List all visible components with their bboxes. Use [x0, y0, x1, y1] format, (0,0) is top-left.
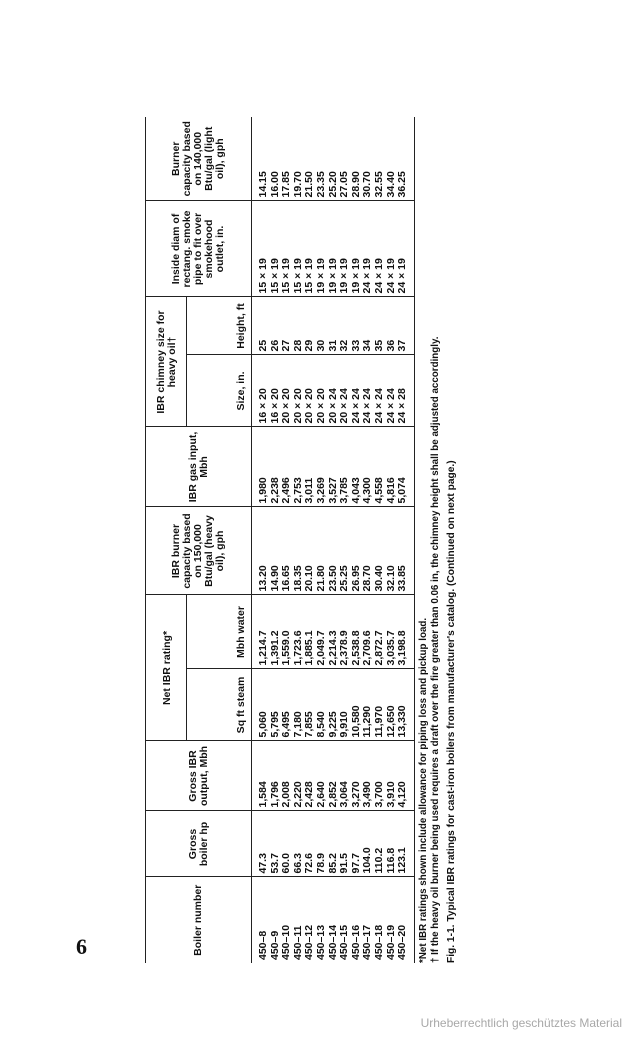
cell-chimney-size: 16 × 20	[252, 355, 270, 427]
cell-chimney-height: 37	[397, 297, 414, 355]
cell-gas-input: 4,558	[374, 427, 386, 507]
cell-gas-input: 5,074	[397, 427, 414, 507]
table-row	[397, 117, 414, 963]
cell-gross-hp: 47.3	[252, 811, 270, 877]
cell-boiler-number: 450–14	[326, 924, 339, 960]
cell-light-oil-gph: 16.00	[270, 117, 282, 201]
cell-chimney-height: 30	[316, 297, 328, 355]
header-gross-ibr-output: Gross IBR output, Mbh	[146, 741, 252, 811]
cell-light-oil-gph: 34.40	[386, 117, 398, 201]
cell-mbh-water: 2,872.7	[374, 595, 386, 669]
cell-smoke-pipe: 15 × 19	[304, 201, 316, 297]
cell-gross-hp: 123.1	[397, 811, 414, 877]
cell-chimney-size: 20 × 20	[304, 355, 316, 427]
cell-light-oil-gph: 19.70	[293, 117, 305, 201]
table-row	[316, 117, 328, 963]
cell-gross-hp: 97.7	[351, 811, 363, 877]
cell-smoke-pipe: 19 × 19	[351, 201, 363, 297]
cell-gross-output: 3,270	[351, 741, 363, 811]
cell-sq-ft-steam: 9,225	[328, 669, 340, 741]
cell-light-oil-gph: 23.35	[316, 117, 328, 201]
cell-gross-output: 2,008	[281, 741, 293, 811]
cell-boiler-number: 450–10	[280, 924, 293, 960]
cell-smoke-pipe: 24 × 19	[362, 201, 374, 297]
header-ibr-chimney-size: IBR chimney size for heavy oil†	[146, 297, 187, 427]
cell-smoke-pipe: 19 × 19	[339, 201, 351, 297]
table-row	[351, 117, 363, 963]
header-ibr-gas-input: IBR gas input, Mbh	[146, 427, 252, 507]
cell-smoke-pipe: 15 × 19	[270, 201, 282, 297]
header-smoke-pipe-diam: Inside diam of rectang. smoke pipe to fit over smokehood outlet, in.	[146, 201, 252, 297]
cell-gross-output: 2,852	[328, 741, 340, 811]
table-row	[386, 117, 398, 963]
cell-gross-hp: 116.8	[386, 811, 398, 877]
cell-chimney-height: 31	[328, 297, 340, 355]
cell-chimney-size: 24 × 24	[351, 355, 363, 427]
cell-heavy-oil-gph: 20.10	[304, 507, 316, 595]
table-row	[270, 117, 282, 963]
cell-gross-hp: 53.7	[270, 811, 282, 877]
cell-gas-input: 3,527	[328, 427, 340, 507]
table-row	[293, 117, 305, 963]
cell-mbh-water: 1,391.2	[270, 595, 282, 669]
cell-chimney-height: 36	[386, 297, 398, 355]
cell-gross-hp: 72.6	[304, 811, 316, 877]
table-row	[304, 117, 316, 963]
cell-sq-ft-steam: 5,795	[270, 669, 282, 741]
cell-heavy-oil-gph: 18.35	[293, 507, 305, 595]
cell-boiler-number: 450–11	[291, 925, 304, 960]
cell-chimney-size: 20 × 24	[328, 355, 340, 427]
cell-gross-output: 3,064	[339, 741, 351, 811]
cell-gross-output: 2,640	[316, 741, 328, 811]
cell-heavy-oil-gph: 23.50	[328, 507, 340, 595]
cell-boiler-number: 450–20	[397, 877, 414, 963]
table-row	[328, 117, 340, 963]
cell-chimney-height: 34	[362, 297, 374, 355]
cell-chimney-size: 24 × 24	[362, 355, 374, 427]
cell-heavy-oil-gph: 25.25	[339, 507, 351, 595]
cell-sq-ft-steam: 5,060	[252, 669, 270, 741]
cell-chimney-height: 35	[374, 297, 386, 355]
cell-chimney-height: 33	[351, 297, 363, 355]
cell-heavy-oil-gph: 13.20	[252, 507, 270, 595]
cell-gross-hp: 104.0	[362, 811, 374, 877]
cell-heavy-oil-gph: 21.80	[316, 507, 328, 595]
cell-mbh-water: 2,538.8	[351, 595, 363, 669]
cell-smoke-pipe: 19 × 19	[328, 201, 340, 297]
cell-sq-ft-steam: 12,650	[386, 669, 398, 741]
table-row	[252, 117, 270, 963]
cell-chimney-size: 24 × 24	[374, 355, 386, 427]
cell-gas-input: 2,753	[293, 427, 305, 507]
table-row	[281, 117, 293, 963]
table-row	[374, 117, 386, 963]
cell-boiler-number: 450–13	[314, 924, 327, 960]
rotated-table-block	[145, 83, 535, 963]
cell-heavy-oil-gph: 30.40	[374, 507, 386, 595]
cell-gross-output: 2,428	[304, 741, 316, 811]
cell-mbh-water: 2,049.7	[316, 595, 328, 669]
cell-sq-ft-steam: 11,290	[362, 669, 374, 741]
cell-mbh-water: 1,214.7	[252, 595, 270, 669]
ibr-ratings-table	[145, 117, 415, 963]
cell-mbh-water: 2,214.3	[328, 595, 340, 669]
cell-mbh-water: 2,378.9	[339, 595, 351, 669]
cell-sq-ft-steam: 9,910	[339, 669, 351, 741]
cell-light-oil-gph: 14.15	[252, 117, 270, 201]
header-net-ibr-rating: Net IBR rating*	[146, 595, 187, 741]
watermark: Urheberrechtlich geschütztes Material	[420, 1016, 622, 1030]
cell-sq-ft-steam: 13,330	[397, 669, 414, 741]
cell-heavy-oil-gph: 32.10	[386, 507, 398, 595]
cell-chimney-size: 20 × 20	[281, 355, 293, 427]
cell-gas-input: 1,980	[252, 427, 270, 507]
cell-heavy-oil-gph: 26.95	[351, 507, 363, 595]
cell-chimney-height: 29	[304, 297, 316, 355]
cell-mbh-water: 2,709.6	[362, 595, 374, 669]
figure-caption: Fig. 1-1. Typical IBR ratings for cast-iron boilers from manufacturer's catalog. (Continued on next page.)	[445, 460, 457, 963]
cell-boiler-number: 450–8	[257, 930, 269, 960]
cell-light-oil-gph: 36.25	[397, 117, 414, 201]
cell-gross-output: 3,490	[362, 741, 374, 811]
cell-boiler-number: 450–15	[338, 924, 351, 960]
cell-boiler-number: 450–18	[372, 924, 385, 960]
cell-chimney-size: 24 × 24	[386, 355, 398, 427]
table-row	[339, 117, 351, 963]
cell-light-oil-gph: 30.70	[362, 117, 374, 201]
cell-gross-output: 3,910	[386, 741, 398, 811]
cell-light-oil-gph: 32.55	[374, 117, 386, 201]
cell-mbh-water: 1,885.1	[304, 595, 316, 669]
cell-gas-input: 3,011	[304, 427, 316, 507]
cell-gross-hp: 110.2	[374, 811, 386, 877]
footnote-chimney-height: † If the heavy oil burner being used requires a draft over the fire greater than 0.06 in, the chimney height shall be adjusted accordingly.	[429, 336, 441, 963]
header-mbh-water: Mbh water	[187, 595, 252, 669]
cell-boiler-number: 450–19	[384, 924, 397, 960]
cell-smoke-pipe: 24 × 19	[386, 201, 398, 297]
cell-sq-ft-steam: 10,580	[351, 669, 363, 741]
cell-gross-output: 3,700	[374, 741, 386, 811]
cell-chimney-height: 32	[339, 297, 351, 355]
cell-light-oil-gph: 21.50	[304, 117, 316, 201]
cell-smoke-pipe: 19 × 19	[316, 201, 328, 297]
cell-sq-ft-steam: 7,180	[293, 669, 305, 741]
cell-gross-hp: 85.2	[328, 811, 340, 877]
cell-gross-hp: 66.3	[293, 811, 305, 877]
cell-gross-hp: 60.0	[281, 811, 293, 877]
cell-mbh-water: 3,035.7	[386, 595, 398, 669]
cell-gas-input: 2,496	[281, 427, 293, 507]
cell-gross-output: 4,120	[397, 741, 414, 811]
cell-chimney-size: 20 × 20	[316, 355, 328, 427]
cell-chimney-size: 24 × 28	[397, 355, 414, 427]
header-ibr-burner-capacity: IBR burner capacity based on 150,000 Btu/gal (heavy oil), gph	[146, 507, 252, 595]
cell-boiler-number: 450–16	[349, 924, 362, 960]
cell-gas-input: 2,238	[270, 427, 282, 507]
header-gross-boiler-hp: Gross boiler hp	[146, 811, 252, 877]
cell-light-oil-gph: 17.85	[281, 117, 293, 201]
cell-gross-output: 1,796	[270, 741, 282, 811]
cell-gas-input: 3,785	[339, 427, 351, 507]
cell-boiler-number: 450–12	[303, 924, 316, 960]
cell-heavy-oil-gph: 33.85	[397, 507, 414, 595]
cell-gas-input: 3,269	[316, 427, 328, 507]
header-chimney-size: Size, in.	[187, 355, 252, 427]
header-sq-ft-steam: Sq ft steam	[187, 669, 252, 741]
cell-gas-input: 4,816	[386, 427, 398, 507]
cell-gross-output: 2,220	[293, 741, 305, 811]
footnotes	[418, 83, 442, 963]
cell-chimney-size: 20 × 20	[293, 355, 305, 427]
cell-chimney-height: 25	[252, 297, 270, 355]
header-boiler-number: Boiler number	[146, 877, 252, 963]
table-row	[362, 117, 374, 963]
cell-light-oil-gph: 27.05	[339, 117, 351, 201]
cell-chimney-height: 28	[293, 297, 305, 355]
cell-smoke-pipe: 24 × 19	[374, 201, 386, 297]
cell-gas-input: 4,300	[362, 427, 374, 507]
cell-light-oil-gph: 28.90	[351, 117, 363, 201]
cell-chimney-height: 26	[270, 297, 282, 355]
cell-gross-hp: 78.9	[316, 811, 328, 877]
cell-heavy-oil-gph: 16.65	[281, 507, 293, 595]
cell-gas-input: 4,043	[351, 427, 363, 507]
cell-heavy-oil-gph: 28.70	[362, 507, 374, 595]
cell-chimney-size: 16 × 20	[270, 355, 282, 427]
header-burner-capacity-light: Burner capacity based on 140,000 Btu/gal (light oil), gph	[146, 117, 252, 201]
cell-mbh-water: 3,198.8	[397, 595, 414, 669]
cell-smoke-pipe: 24 × 19	[397, 201, 414, 297]
cell-mbh-water: 1,559.0	[281, 595, 293, 669]
cell-sq-ft-steam: 11,970	[374, 669, 386, 741]
cell-sq-ft-steam: 8,540	[316, 669, 328, 741]
header-chimney-height: Height, ft	[187, 297, 252, 355]
cell-sq-ft-steam: 7,855	[304, 669, 316, 741]
cell-gross-hp: 91.5	[339, 811, 351, 877]
footnote-net-ibr: *Net IBR ratings shown include allowance for piping loss and pickup load.	[417, 617, 429, 963]
cell-light-oil-gph: 25.20	[328, 117, 340, 201]
cell-boiler-number: 450–9	[268, 930, 281, 960]
cell-sq-ft-steam: 6,495	[281, 669, 293, 741]
table-body	[252, 117, 415, 963]
cell-chimney-size: 20 × 24	[339, 355, 351, 427]
cell-chimney-height: 27	[281, 297, 293, 355]
cell-heavy-oil-gph: 14.90	[270, 507, 282, 595]
cell-boiler-number: 450–17	[361, 924, 374, 960]
cell-smoke-pipe: 15 × 19	[293, 201, 305, 297]
cell-smoke-pipe: 15 × 19	[252, 201, 270, 297]
page-number: 6	[76, 934, 87, 959]
cell-smoke-pipe: 15 × 19	[281, 201, 293, 297]
cell-gross-output: 1,584	[252, 741, 270, 811]
cell-mbh-water: 1,723.6	[293, 595, 305, 669]
